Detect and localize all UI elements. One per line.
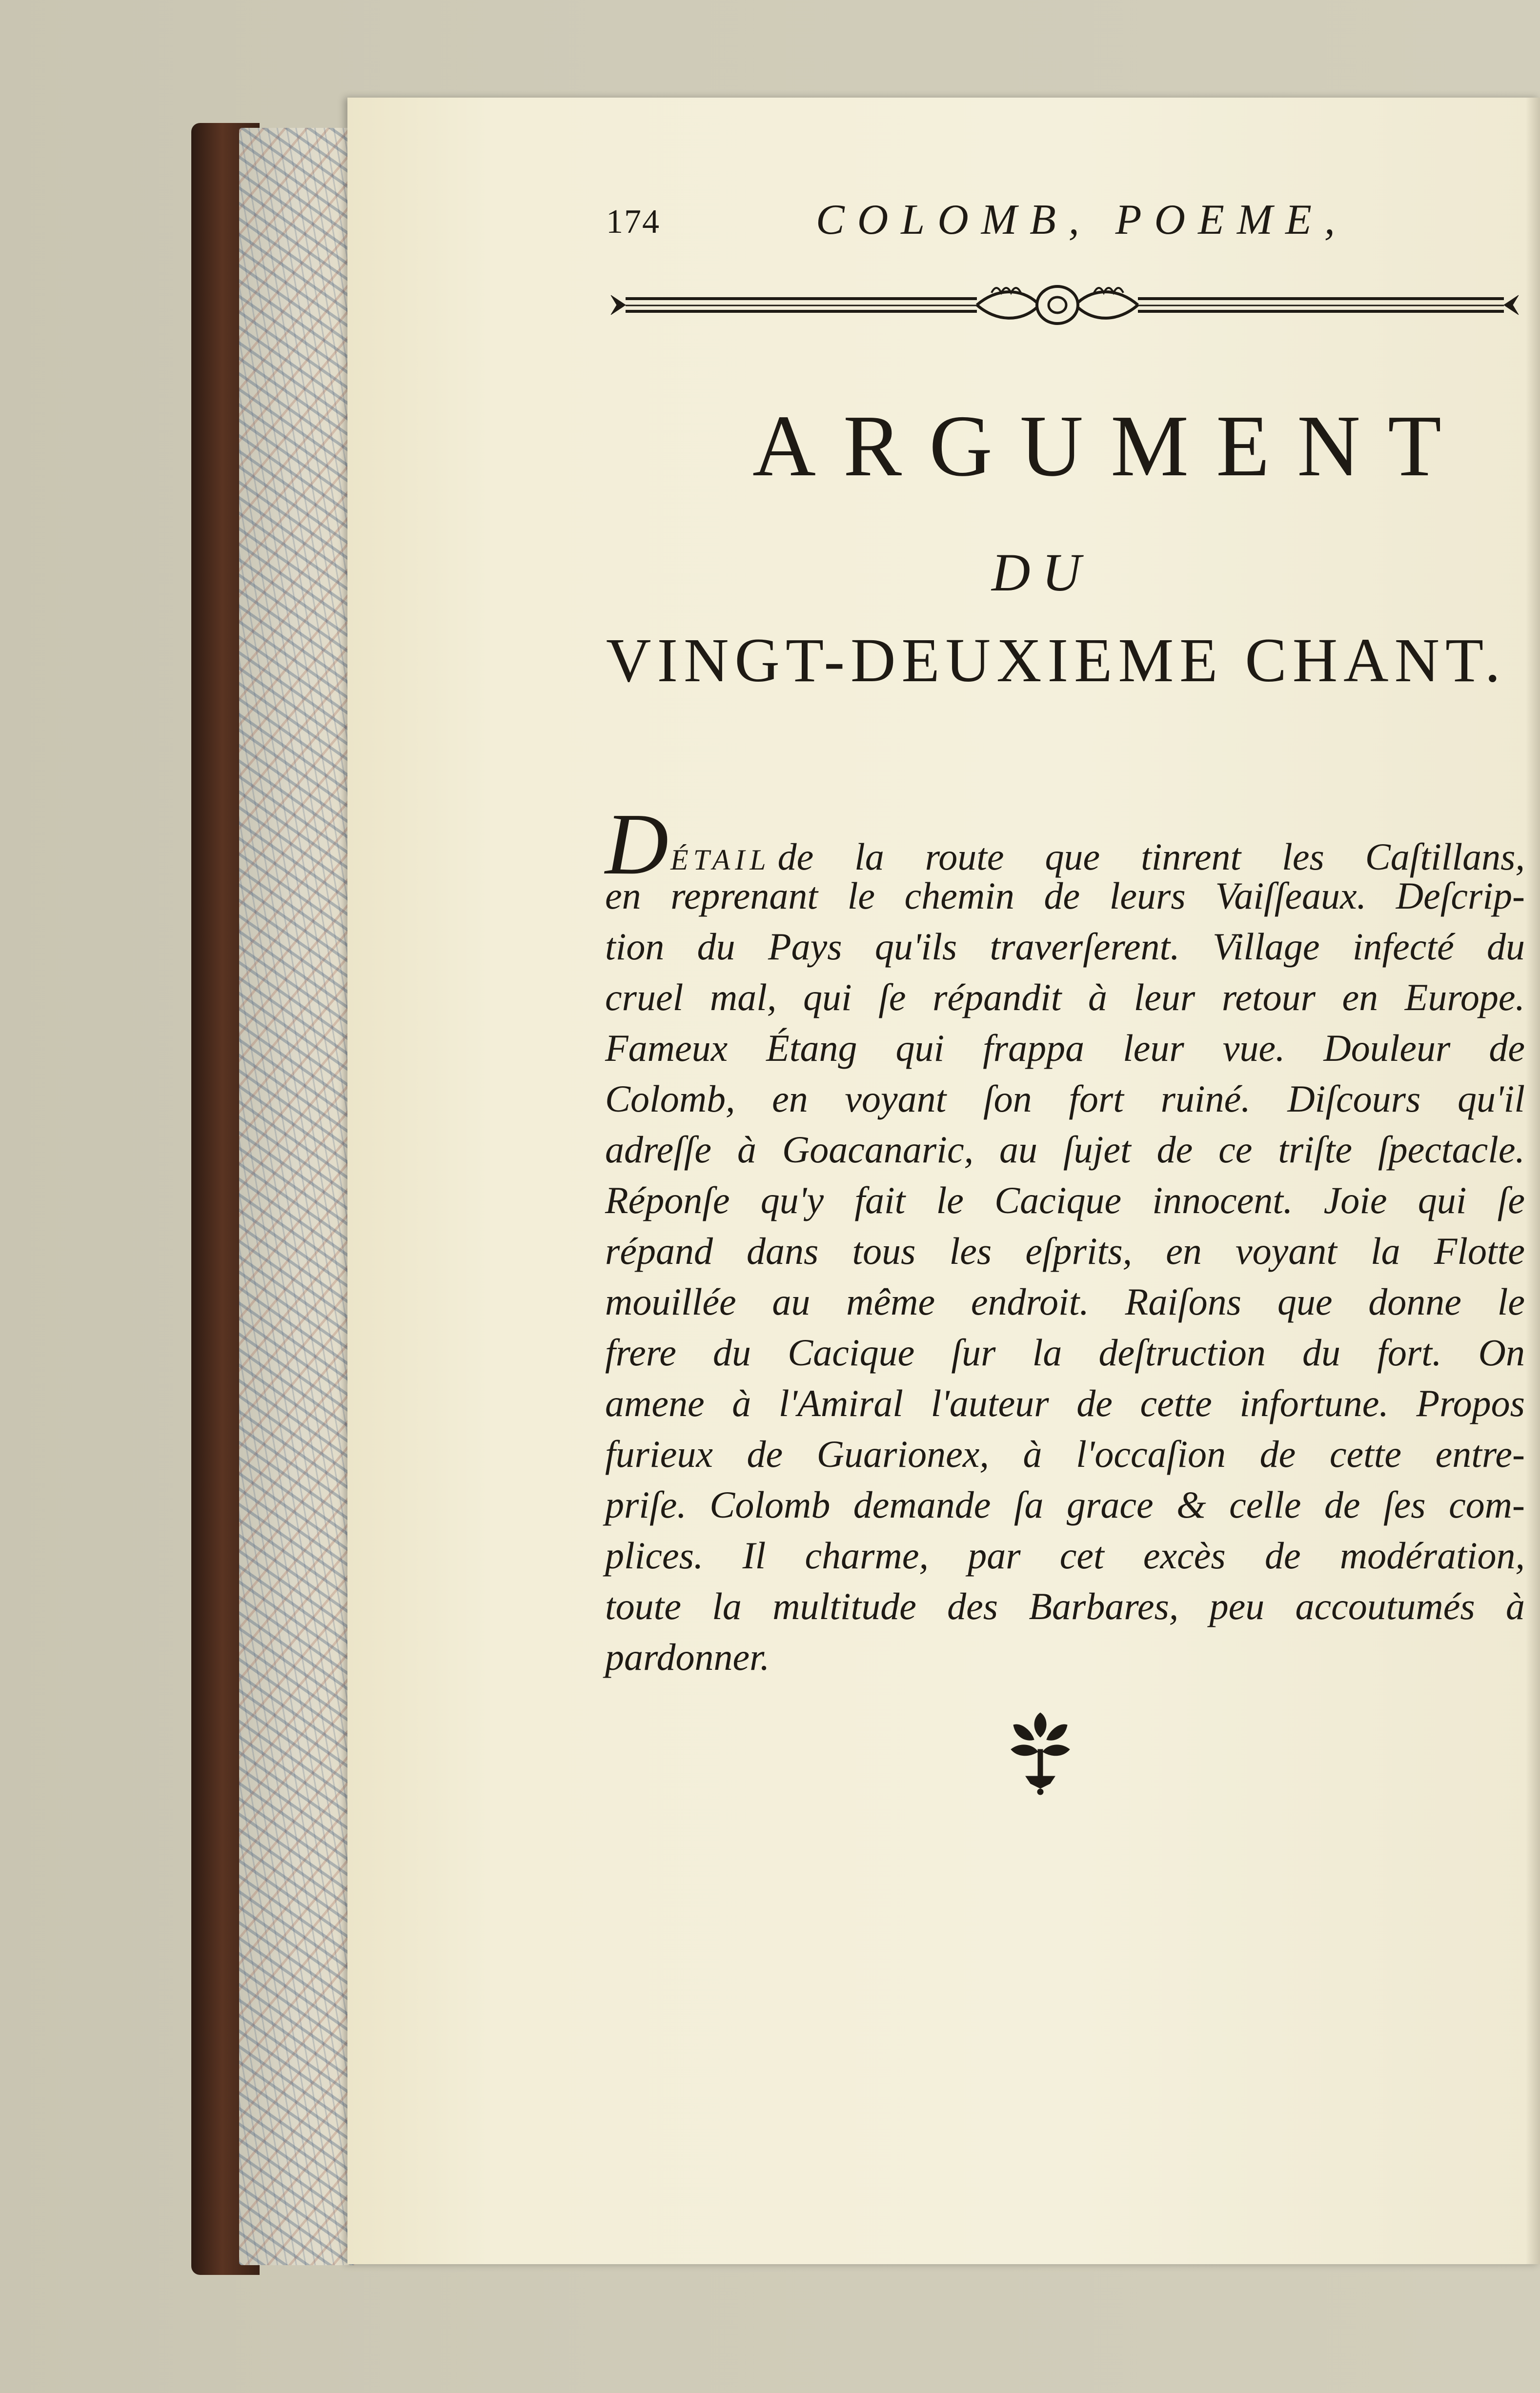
small-caps-word: ÉTAIL: [670, 844, 771, 876]
drop-cap: D: [605, 795, 669, 892]
argument-line-last: pardonner.: [605, 1636, 770, 1678]
page-gutter-shadow: [1525, 98, 1540, 2264]
argument-line: cruel mal, qui ſe répandit à leur retour en Europe.: [605, 976, 1525, 1018]
argument-line: amene à l'Amiral l'auteur de cette infortune. Propos: [605, 1382, 1525, 1424]
heading-argument: ARGUMENT: [752, 397, 1469, 494]
argument-line: répand dans tous les eſprits, en voyant la Flotte: [605, 1230, 1525, 1272]
argument-line: en reprenant le chemin de leurs Vaiſſeaux. Deſcrip-: [605, 874, 1525, 917]
argument-line: Colomb, en voyant ſon fort ruiné. Diſcours qu'il: [605, 1077, 1525, 1120]
ornamental-rule-icon: [606, 268, 1523, 342]
argument-line: Fameux Étang qui frappa leur vue. Douleur de: [605, 1027, 1525, 1069]
heading-chant: VINGT-DEUXIEME CHANT.: [606, 626, 1506, 695]
fleuron-icon: [1004, 1703, 1077, 1796]
argument-line: frere du Cacique ſur la deſtruction du fort. On: [605, 1331, 1525, 1374]
argument-line: mouillée au même endroit. Raiſons que donne le: [605, 1280, 1525, 1323]
marbled-page-edge: [239, 128, 356, 2265]
book-page: [347, 98, 1540, 2264]
argument-line: plices. Il charme, par cet excès de modération,: [605, 1534, 1525, 1577]
heading-du: DU: [992, 543, 1093, 602]
argument-line: tion du Pays qu'ils traverſerent. Village infecté du: [605, 925, 1525, 968]
argument-line: furieux de Guarionex, à l'occaſion de cette entre-: [605, 1433, 1525, 1475]
argument-paragraph: [605, 795, 1525, 1683]
argument-line-text: de la route que tinrent les Caſtillans,: [777, 835, 1525, 878]
argument-line: toute la multitude des Barbares, peu accoutumés à: [605, 1585, 1525, 1627]
argument-line: Réponſe qu'y fait le Cacique innocent. Joie qui ſe: [605, 1179, 1525, 1221]
argument-line: adreſſe à Goacanaric, au ſujet de ce triſte ſpectacle.: [605, 1128, 1525, 1171]
argument-line: priſe. Colomb demande ſa grace & celle de ſes com-: [605, 1483, 1525, 1526]
argument-line: [605, 795, 1525, 892]
page-number: 174: [606, 203, 660, 241]
running-title: COLOMB, POEME,: [816, 196, 1348, 243]
